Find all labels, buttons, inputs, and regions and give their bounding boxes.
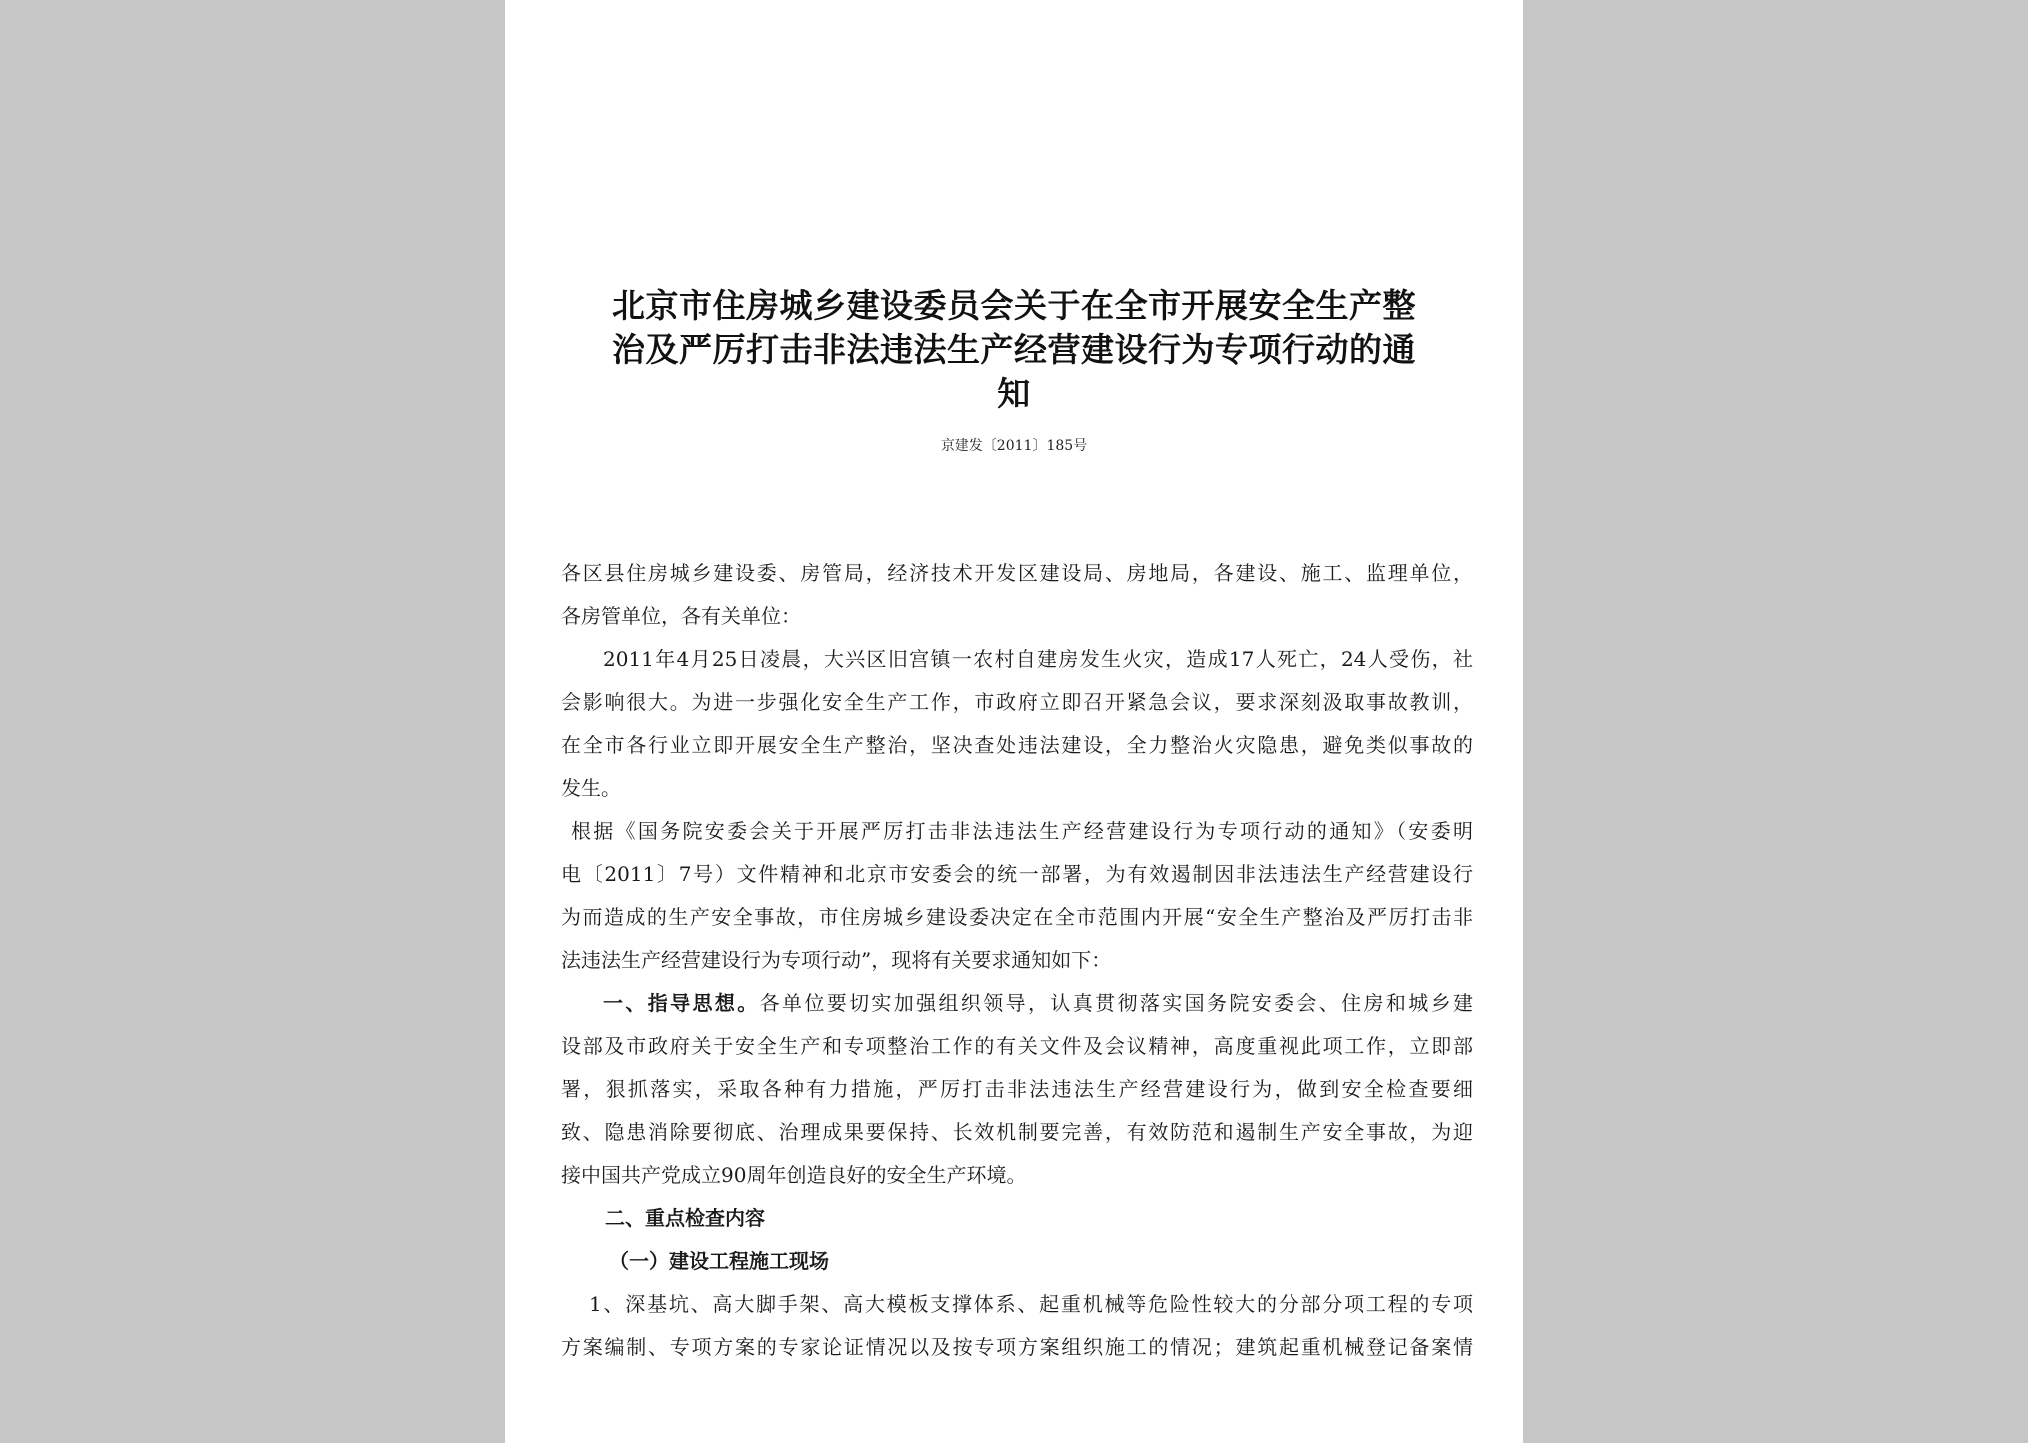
document-number: 京建发〔2011〕185号 (940, 438, 1088, 454)
title-line: 治及严厉打击非法违法生产经营建设行为专项行动的通 (612, 330, 1416, 369)
document-body (561, 552, 1473, 1369)
paragraph-line: 法违法生产经营建设行为专项行动”，现将有关要求通知如下： (561, 948, 1112, 972)
paragraph-line: 接中国共产党成立90周年创造良好的安全生产环境。 (561, 1163, 1027, 1187)
paragraph-line: 根据《国务院安委会关于开展严厉打击非法违法生产经营建设行为专项行动的通知》（安委明 (571, 819, 1473, 843)
section-one-text: 各单位要切实加强组织领导，认真贯彻落实国务院安委会、住房和城乡建 (759, 991, 1473, 1015)
paragraph-line: 会影响很大。为进一步强化安全生产工作，市政府立即召开紧急会议，要求深刻汲取事故教训， (561, 690, 1473, 714)
subsection-one-heading: （一）建设工程施工现场 (609, 1249, 829, 1273)
section-two-heading: 二、重点检查内容 (605, 1206, 765, 1230)
document-page (505, 0, 1523, 1443)
item-line: 方案编制、专项方案的专家论证情况以及按专项方案组织施工的情况；建筑起重机械登记备案情 (561, 1335, 1473, 1359)
addressee-line: 各区县住房城乡建设委、房管局，经济技术开发区建设局、房地局，各建设、施工、监理单位， (561, 561, 1473, 585)
paragraph-line: 为而造成的生产安全事故，市住房城乡建设委决定在全市范围内开展“安全生产整治及严厉打击非 (561, 905, 1473, 929)
item-line: 1、深基坑、高大脚手架、高大模板支撑体系、起重机械等危险性较大的分部分项工程的专项 (589, 1292, 1473, 1316)
paragraph-line: 发生。 (561, 776, 621, 800)
addressee-line: 各房管单位，各有关单位： (561, 604, 801, 628)
paragraph-line: 在全市各行业立即开展安全生产整治，坚决查处违法建设，全力整治火灾隐患，避免类似事故的 (561, 733, 1473, 757)
document-title (555, 284, 1473, 416)
section-one-first-line (561, 982, 1473, 1025)
paragraph-line: 2011年4月25日凌晨，大兴区旧宫镇一农村自建房发生火灾，造成17人死亡，24人受伤，社 (603, 647, 1473, 671)
title-line: 北京市住房城乡建设委员会关于在全市开展安全生产整 (612, 286, 1416, 325)
paragraph-line: 电〔2011〕7号）文件精神和北京市安委会的统一部署，为有效遏制因非法违法生产经营建设行 (561, 862, 1473, 886)
paragraph-line: 设部及市政府关于安全生产和专项整治工作的有关文件及会议精神，高度重视此项工作，立即部 (561, 1034, 1473, 1058)
paragraph-line: 致、隐患消除要彻底、治理成果要保持、长效机制要完善，有效防范和遏制生产安全事故，为迎 (561, 1120, 1473, 1144)
paragraph-line: 署，狠抓落实，采取各种有力措施，严厉打击非法违法生产经营建设行为，做到安全检查要细 (561, 1077, 1473, 1101)
title-line: 知 (997, 374, 1031, 413)
section-one-heading: 一、指导思想。 (603, 991, 760, 1015)
